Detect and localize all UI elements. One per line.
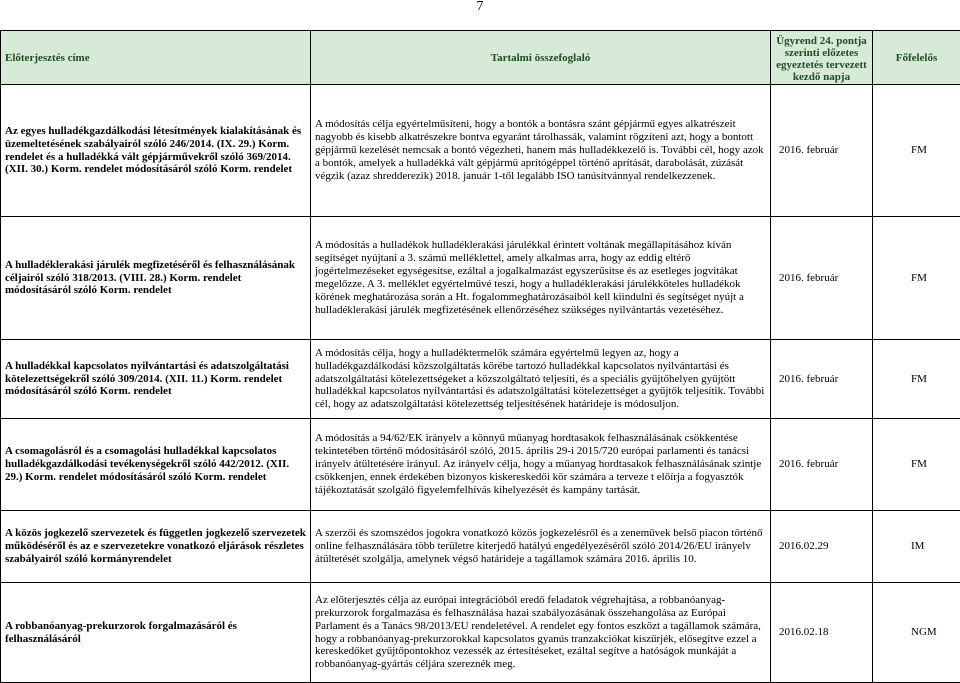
proposal-summary: A módosítás célja, hogy a hulladéktermelők számára egyértelmű legyen az, hogy a hulladékgazdálkodási közszolgáltatás körébe tartozó hulladékkal kapcsolatos nyilvántartási és adatszolgáltatási kötelezettségeket a közszolgáltató teljesíti, és a speciális gyűjtőhelyen gyűjtött hulladékkal kapcsolatos nyilvántartási és adatszolgáltatási kötelezettséget a gyűjtők teljesítik. További cél, hogy az adatszolgáltatási kötelezettség teljesítésének határideje is módosuljon. — [311, 340, 771, 419]
table-row — [1, 511, 960, 583]
proposal-summary: A módosítás a hulladékok hulladéklerakási járulékkal érintett voltának megállapításához kíván segítséget nyújtani a 3. számú melléklettel, amely alkalmas arra, hogy az eddig eltérő jogértelmezéseket egységesítse, ezáltal a jogalkalmazást egyszerűsítse és az esetleges jogvitákat megelőzze. A 3. melléklet egyértelművé teszi, hogy a hulladéklerakási járulékköteles hulladékok körének meghatározása során a Ht. fogalommeghatározásaiból kell kiindulni és segítséget nyújt a hulladéklerakási járulék megfizetésének ellenőrzéséhez szükséges nyilvántartás vezetéséhez. — [311, 217, 771, 340]
legislative-plan-table — [0, 30, 960, 683]
table-row — [1, 217, 960, 340]
proposal-title: A hulladékkal kapcsolatos nyilvántartási és adatszolgáltatási kötelezettségekről szóló 309/2014. (XII. 11.) Korm. rendelet módosításáról szóló Korm. rendelet — [1, 340, 311, 419]
table-row — [1, 583, 960, 683]
header-deadline: Ügyrend 24. pontja szerinti előzetes egyeztetés tervezett kezdő napja — [771, 31, 873, 85]
proposal-title: A hulladéklerakási járulék megfizetéséről és felhasználásának céljairól szóló 318/2013. (VIII. 28.) Korm. rendelet módosításáról szóló Korm. rendelet — [1, 217, 311, 340]
table-row — [1, 85, 960, 217]
header-row — [1, 31, 960, 85]
proposal-summary: Az előterjesztés célja az európai integrációból eredő feladatok végrehajtása, a robbanóanyag-prekurzorok forgalmazása és felhasználása hazai szabályozásának összehangolása az Európai Parlament és a Tanács 98/2013/EU rendeletével. A rendelet egy fontos eszközt a tagállamok számára, hogy a robbanóanyag-prekurzorokkal kapcsolatos gyanús tranzakciókat kiszűrjék, elősegítve ezzel a kereskedőket gyűjtőpontokhoz vezessék az értesítéseket, ezáltal segítve a hatóságok munkáját a robbanóanyag-gyártás céljára szereznék meg. — [311, 583, 771, 683]
page-number: 7 — [0, 0, 960, 14]
proposal-deadline: 2016.02.18 — [771, 583, 873, 683]
proposal-title: A robbanóanyag-prekurzorok forgalmazásáról és felhasználásáról — [1, 583, 311, 683]
proposal-deadline: 2016. február — [771, 85, 873, 217]
header-summary: Tartalmi összefoglaló — [311, 31, 771, 85]
proposal-summary: A szerzői és szomszédos jogokra vonatkozó közös jogkezelésről és a zeneművek belső piacon történő online felhasználására több területre kiterjedő hatályú engedélyezéséről szóló 2014/26/EU irányelv átültetését szolgálja, amelynek végső határideje a tagállamok számára 2016. április 10. — [311, 511, 771, 583]
proposal-owner: FM — [873, 419, 960, 511]
proposal-summary: A módosítás a 94/62/EK irányelv a könnyű műanyag hordtasakok felhasználásának csökkentése tekintetében történő módosításáról szóló, 2015. április 29-i 2015/720 európai parlamenti és tanácsi irányelv átültetésére irányul. Az irányelv célja, hogy a műanyag hordtasakok felhasználásának szintje csökkenjen, ennek érdekében bizonyos kiskereskedői kör számára a terveze t előírja a fogyasztók tájékoztatását szolgáló figyelemfelhívás kihelyezését és kampány tartását. — [311, 419, 771, 511]
proposal-owner: FM — [873, 340, 960, 419]
proposal-summary: A módosítás célja egyértelműsíteni, hogy a bontók a bontásra szánt gépjármű egyes alkatrészeit nagyobb és kisebb alkatrészekre bontva egyaránt tárolhassák, valamint rögzíteni azt, hogy a bontott gépjármű kezelését nemcsak a bontó végezheti, hanem más hulladékkezelő is. További cél, hogy azok a bontók, amelyek a hulladékká vált gépjármű aprítógéppel történő aprítását, darabolását, zúzását végzik (azaz shredderezik) 2018. január 1-től legalább ISO tanúsítvánnyal rendelkezzenek. — [311, 85, 771, 217]
proposal-owner: IM — [873, 511, 960, 583]
proposal-deadline: 2016.02.29 — [771, 511, 873, 583]
proposal-title: A csomagolásról és a csomagolási hulladékkal kapcsolatos hulladékgazdálkodási tevékenységekről szóló 442/2012. (XII. 29.) Korm. rendelet módosításáról szóló Korm. rendelet — [1, 419, 311, 511]
header-owner: Főfelelős — [873, 31, 960, 85]
proposal-title: A közös jogkezelő szervezetek és független jogkezelő szervezetek működéséről és az e szervezetekre vonatkozó eljárások részletes szabályairól szóló kormányrendelet — [1, 511, 311, 583]
proposal-deadline: 2016. február — [771, 419, 873, 511]
proposal-title: Az egyes hulladékgazdálkodási létesítmények kialakításának és üzemeltetésének szabályairól szóló 246/2014. (IX. 29.) Korm. rendelet és a hulladékká vált gépjárművekről szóló 369/2014. (XII. 30.) Korm. rendelet módosításáról szóló Korm. rendelet — [1, 85, 311, 217]
proposal-owner: FM — [873, 85, 960, 217]
table-row — [1, 419, 960, 511]
proposal-owner: NGM — [873, 583, 960, 683]
table-row — [1, 340, 960, 419]
proposal-deadline: 2016. február — [771, 340, 873, 419]
proposal-deadline: 2016. február — [771, 217, 873, 340]
proposal-owner: FM — [873, 217, 960, 340]
header-title: Előterjesztés címe — [1, 31, 311, 85]
